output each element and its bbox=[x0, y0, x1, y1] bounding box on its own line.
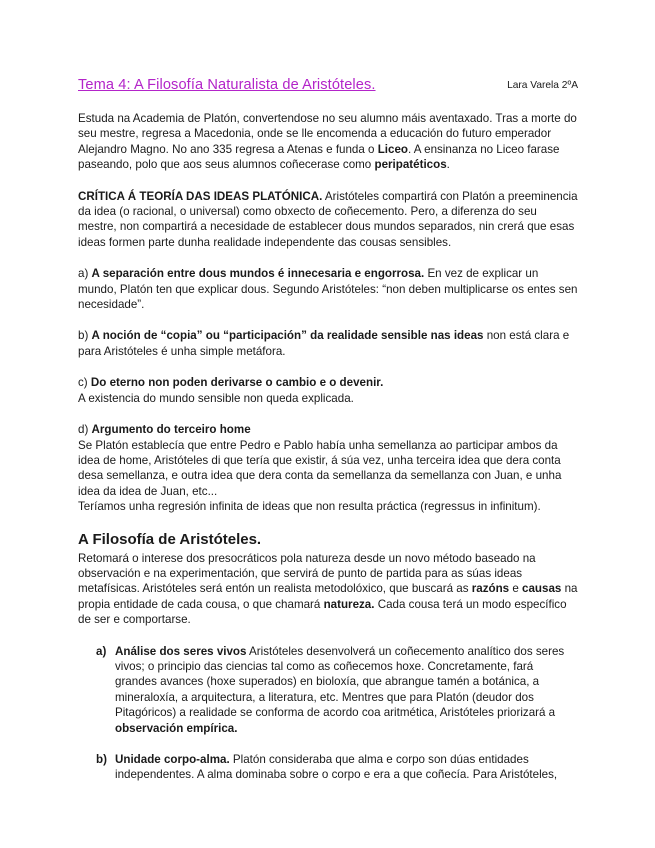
point-d-conclusion: Teríamos unha regresión infinita de ideas que non resulta práctica (regressus in infinitum). bbox=[78, 500, 541, 514]
section-intro-paragraph: Retomará o interese dos presocráticos pola natureza desde un novo método baseado na observación e na experimentación, que servirá de punto de partida para as súas ideas metafísicas. Aristóteles será entón un realista metodolóxico, que buscará as razóns e causas na propia entidade de cada cousa, o que chamará natureza. Cada cousa terá un modo específico de ser e comportarse. bbox=[78, 551, 578, 627]
list-marker: b) bbox=[96, 753, 107, 766]
intro-paragraph: Estuda na Academia de Platón, convertendose no seu alumno máis aventaxado. Tras a morte do seu mestre, regresa a Macedonia, onde se lle encomenda a educación do futuro emperador Alejandro Magno. No ano 335 regresa a Atenas e funda o Liceo. A ensinanza no Liceo farase paseando, polo que aos seus alumnos coñecerase como peripatéticos. bbox=[78, 112, 577, 172]
critica-paragraph: CRÍTICA Á TEORÍA DAS IDEAS PLATÓNICA. Aristóteles compartirá con Platón a preeminencia da idea (o racional, o universal) como obxecto de coñecemento. Pero, a diferenza do seu mestre, non compartirá a necesidade de establecer dous mundos separados, nin crerá que esas ideas formen parte dunha realidade independente das cousas sensibles. bbox=[78, 189, 578, 249]
document-body bbox=[78, 111, 578, 799]
liceo-term: Liceo bbox=[377, 142, 408, 156]
page-header bbox=[78, 76, 578, 94]
point-b-paragraph: b) A noción de “copia” ou “participación” da realidade sensible nas ideas non está clara e para Aristóteles é unha simple metáfora. bbox=[78, 329, 570, 358]
peripateticos-term: peripatéticos bbox=[374, 158, 447, 172]
section-heading: A Filosofía de Aristóteles. bbox=[78, 530, 262, 548]
list-marker: a) bbox=[96, 644, 107, 658]
author-label: Lara Varela 2ºA bbox=[507, 80, 578, 91]
document-title: Tema 4: A Filosofía Naturalista de Aristóteles. bbox=[78, 77, 376, 93]
list-item: b) Unidade corpo-alma. Platón consideraba que alma e corpo son dúas entidades independentes. A alma dominaba sobre o corpo e era a que coñecía. Para Aristóteles, bbox=[96, 753, 558, 782]
point-a-paragraph: a) A separación entre dous mundos é innecesaria e engorrosa. En vez de explicar un mundo, Platón ten que explicar dous. Segundo Aristóteles: “non deben multiplicarse os entes sen necesidade”. bbox=[78, 267, 578, 312]
numbered-list bbox=[78, 644, 578, 783]
list-item: a) Análise dos seres vivos Aristóteles desenvolverá un coñecemento analítico dos seres vivos; o principio das ciencias tal como as coñecemos hoxe. Concretamente, fará grandes avances (hoxe superados) en bioloxía, que abrangue tamén a botánica, a mineraloxía, a arquitectura, a literatura, etc. Mentres que para Platón (deudor dos Pitagóricos) a realidade se conforma de acordo coa aritmética, Aristóteles priorizará a observación empírica. bbox=[96, 644, 565, 735]
critica-heading: CRÍTICA Á TEORÍA DAS IDEAS PLATÓNICA. bbox=[78, 189, 323, 203]
point-d-paragraph: d) Argumento do terceiro home Se Platón establecía que entre Pedro e Pablo había unha semellanza ao participar ambos da idea de home, Aristóteles di que tería que existir, á súa vez, unha terceira idea que dera conta desa semellanza, e outra idea que dera conta da semellanza da semellanza con Juan, e unha idea da idea de Juan, etc... Teríamos unha regresión infinita de ideas que non resulta práctica (regressus in infinitum). bbox=[78, 423, 562, 514]
point-c-paragraph: c) Do eterno non poden derivarse o cambio e o devenir. A existencia do mundo sensible non queda explicada. bbox=[78, 376, 384, 405]
